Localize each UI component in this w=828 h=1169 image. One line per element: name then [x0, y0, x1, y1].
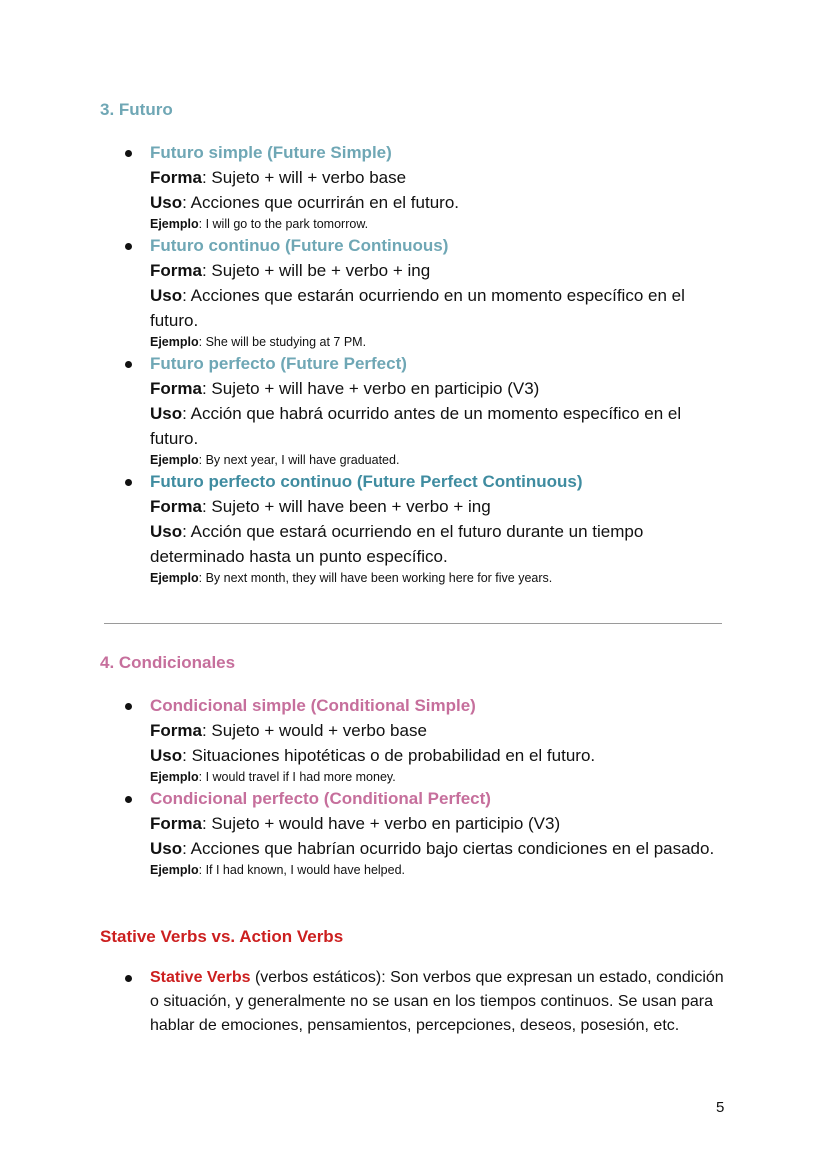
uso-text: : Acciones que habrían ocurrido bajo ciertas condiciones en el pasado. — [182, 839, 715, 858]
forma-text: : Sujeto + will be + verbo + ing — [201, 261, 431, 280]
forma-line — [150, 165, 728, 190]
ejemplo-line — [150, 768, 728, 787]
ejemplo-text: : If I had known, I would have helped. — [198, 863, 406, 877]
forma-label: Forma — [150, 379, 202, 398]
page-number: 5 — [716, 1099, 725, 1116]
ejemplo-line — [150, 569, 728, 588]
uso-line — [150, 283, 728, 333]
forma-text: : Sujeto + would + verbo base — [201, 721, 427, 740]
list-item-stative-verbs — [0, 966, 828, 1038]
forma-text: : Sujeto + will have been + verbo + ing — [201, 497, 491, 516]
stative-paragraph — [150, 966, 728, 1038]
forma-text: : Sujeto + will have + verbo en participio (V3) — [201, 379, 540, 398]
uso-line — [150, 743, 728, 768]
uso-label: Uso — [150, 286, 183, 305]
item-title: Condicional perfecto (Conditional Perfect) — [150, 789, 491, 808]
item-title: Futuro perfecto continuo (Future Perfect Continuous) — [150, 472, 583, 491]
ejemplo-line — [150, 451, 728, 470]
stative-term: Stative Verbs — [150, 969, 251, 986]
list-item-condicional-perfecto — [0, 787, 828, 880]
forma-line — [150, 494, 728, 519]
stative-list — [0, 966, 828, 1038]
uso-label: Uso — [150, 522, 183, 541]
forma-label: Forma — [150, 497, 202, 516]
forma-text: : Sujeto + would have + verbo en participio (V3) — [201, 814, 561, 833]
forma-label: Forma — [150, 261, 202, 280]
ejemplo-text: : By next year, I will have graduated. — [198, 453, 400, 467]
section-heading-futuro: 3. Futuro — [100, 100, 173, 119]
forma-line — [150, 376, 728, 401]
ejemplo-label: Ejemplo — [150, 863, 199, 877]
uso-line — [150, 836, 728, 861]
forma-label: Forma — [150, 721, 202, 740]
stative-description: (verbos estáticos): Son verbos que expresan un estado, condición o situación, y generalmente no se usan en los tiempos continuos. Se usan para hablar de emociones, pensamientos, percepciones, deseos, posesión, etc. — [150, 969, 724, 1034]
condicionales-list — [0, 694, 828, 880]
futuro-list — [0, 141, 828, 588]
forma-line — [150, 718, 728, 743]
list-item-futuro-perfecto-continuo — [0, 470, 828, 588]
uso-line — [150, 401, 728, 451]
uso-text: : Acciones que ocurrirán en el futuro. — [182, 193, 460, 212]
ejemplo-label: Ejemplo — [150, 453, 199, 467]
item-title: Futuro continuo (Future Continuous) — [150, 236, 449, 255]
uso-line — [150, 519, 728, 569]
ejemplo-label: Ejemplo — [150, 770, 199, 784]
ejemplo-label: Ejemplo — [150, 571, 199, 585]
ejemplo-text: : She will be studying at 7 PM. — [198, 335, 367, 349]
forma-label: Forma — [150, 168, 202, 187]
item-title: Condicional simple (Conditional Simple) — [150, 696, 476, 715]
ejemplo-text: : I would travel if I had more money. — [198, 770, 396, 784]
item-title: Futuro perfecto (Future Perfect) — [150, 354, 407, 373]
uso-text: : Acciones que estarán ocurriendo en un momento específico en el futuro. — [150, 286, 685, 330]
uso-text: : Acción que estará ocurriendo en el futuro durante un tiempo determinado hasta un punto específico. — [150, 522, 644, 566]
uso-label: Uso — [150, 839, 183, 858]
list-item-futuro-continuo — [0, 234, 828, 352]
ejemplo-label: Ejemplo — [150, 335, 199, 349]
forma-text: : Sujeto + will + verbo base — [201, 168, 407, 187]
uso-text: : Situaciones hipotéticas o de probabilidad en el futuro. — [182, 746, 596, 765]
uso-label: Uso — [150, 404, 183, 423]
uso-text: : Acción que habrá ocurrido antes de un momento específico en el futuro. — [150, 404, 682, 448]
uso-label: Uso — [150, 746, 183, 765]
list-item-futuro-perfecto — [0, 352, 828, 470]
ejemplo-text: : By next month, they will have been working here for five years. — [198, 571, 553, 585]
ejemplo-text: : I will go to the park tomorrow. — [198, 217, 369, 231]
section-heading-condicionales: 4. Condicionales — [100, 653, 236, 672]
item-title: Futuro simple (Future Simple) — [150, 143, 392, 162]
section-heading-stative-vs-action: Stative Verbs vs. Action Verbs — [100, 927, 344, 946]
ejemplo-label: Ejemplo — [150, 217, 199, 231]
forma-line — [150, 811, 728, 836]
ejemplo-line — [150, 333, 728, 352]
horizontal-divider — [104, 623, 722, 624]
forma-label: Forma — [150, 814, 202, 833]
uso-line — [150, 190, 728, 215]
forma-line — [150, 258, 728, 283]
ejemplo-line — [150, 215, 728, 234]
ejemplo-line — [150, 861, 728, 880]
list-item-futuro-simple — [0, 141, 828, 234]
list-item-condicional-simple — [0, 694, 828, 787]
uso-label: Uso — [150, 193, 183, 212]
